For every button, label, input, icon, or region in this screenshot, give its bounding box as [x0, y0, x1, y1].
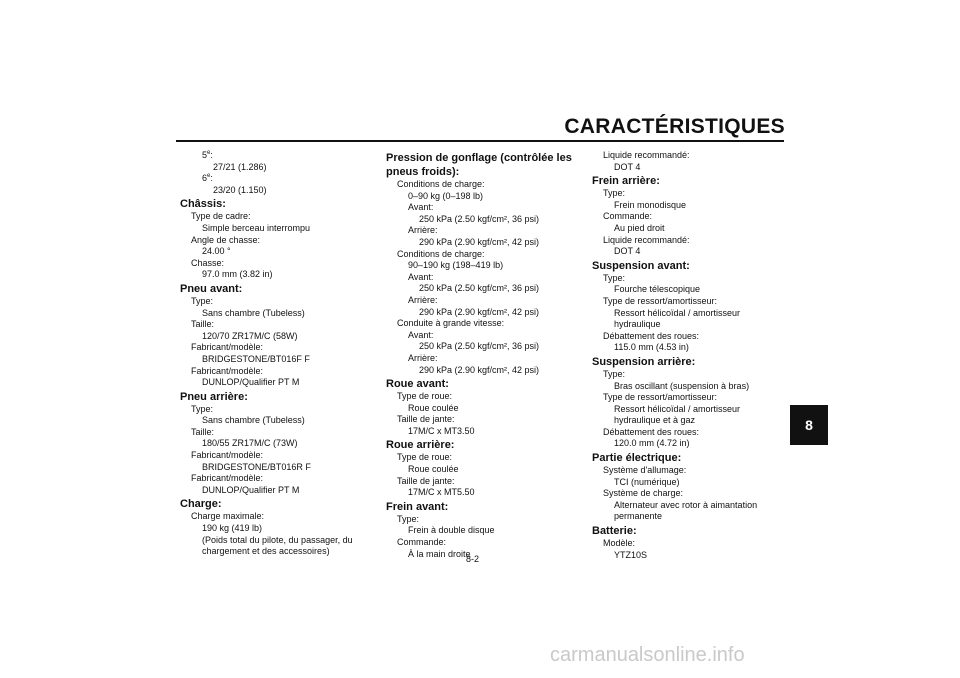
spec-column-1: [180, 150, 380, 558]
spec-column-2: [386, 150, 584, 560]
spec-value: Fourche télescopique: [614, 284, 701, 295]
page-title: CARACTÉRISTIQUES: [564, 115, 785, 138]
spec-value: 0–90 kg (0–198 lb): [408, 190, 484, 201]
spec-label: Type:: [603, 368, 626, 379]
spec-value: TCI (numérique): [614, 476, 680, 487]
page-number: 8-2: [466, 554, 480, 564]
spec-label: Système de charge:: [603, 488, 684, 499]
spec-label: Avant:: [408, 329, 434, 340]
spec-label: Type de roue:: [397, 391, 453, 402]
spec-value: 17M/C x MT3.50: [408, 425, 475, 436]
spec-value: Alternateur avec rotor à aimantation: [614, 499, 758, 510]
spec-value: 250 kPa (2.50 kgf/cm², 36 psi): [419, 341, 540, 352]
spec-value: DOT 4: [614, 161, 641, 172]
section-heading-front-tire: Pneu avant:: [180, 282, 243, 295]
spec-label: Taille de jante:: [397, 414, 455, 425]
spec-label: Fabricant/modèle:: [191, 473, 264, 484]
spec-column-3: [592, 150, 792, 561]
spec-value: hydraulique: [614, 319, 661, 330]
spec-value: 290 kPa (2.90 kgf/cm², 42 psi): [419, 236, 540, 247]
section-heading-battery: Batterie:: [592, 525, 637, 538]
spec-value: Sans chambre (Tubeless): [202, 307, 305, 318]
spec-value: Roue coulée: [408, 464, 459, 475]
spec-label: Type:: [191, 295, 214, 306]
spec-label: Conditions de charge:: [397, 179, 485, 189]
spec-label: Arrière:: [408, 352, 438, 363]
spec-label: Taille de jante:: [397, 475, 455, 486]
section-heading-rear-brake: Frein arrière:: [592, 175, 660, 188]
spec-label: Liquide recommandé:: [603, 150, 690, 160]
section-heading-tire-pressure-cont: pneus froids):: [386, 166, 460, 178]
spec-label: Système d'allumage:: [603, 465, 687, 476]
spec-label: Modèle:: [603, 538, 636, 549]
spec-label: Type de ressort/amortisseur:: [603, 392, 718, 403]
spec-value: permanente: [614, 511, 663, 522]
spec-label: Commande:: [397, 537, 447, 548]
spec-label: Angle de chasse:: [191, 234, 261, 245]
spec-value: DUNLOP/Qualifier PT M: [202, 377, 300, 388]
spec-label: Arrière:: [408, 225, 438, 236]
spec-value: 90–190 kg (198–419 lb): [408, 260, 504, 271]
spec-value: hydraulique et à gaz: [614, 415, 696, 426]
spec-value: 250 kPa (2.50 kgf/cm², 36 psi): [419, 283, 540, 294]
spec-value: 97.0 mm (3.82 in): [202, 269, 273, 280]
spec-value: 17M/C x MT5.50: [408, 487, 475, 498]
gear-5-label: 5e:: [202, 150, 213, 160]
spec-value: Ressort hélicoïdal / amortisseur: [614, 307, 741, 318]
spec-value: 250 kPa (2.50 kgf/cm², 36 psi): [419, 213, 540, 224]
spec-label: Conditions de charge:: [397, 248, 485, 259]
watermark: carmanualsonline.info: [550, 644, 745, 666]
spec-label: Charge maximale:: [191, 511, 265, 522]
spec-label: Type:: [191, 403, 214, 414]
section-heading-tire-pressure: Pression de gonflage (contrôlée les: [386, 152, 572, 164]
spec-label: Avant:: [408, 271, 434, 282]
spec-value: Bras oscillant (suspension à bras): [614, 380, 750, 391]
spec-label: Type de cadre:: [191, 211, 251, 222]
section-heading-chassis: Châssis:: [180, 198, 226, 211]
spec-value: 115.0 mm (4.53 in): [614, 342, 689, 353]
section-heading-load: Charge:: [180, 498, 222, 511]
spec-label: Conduite à grande vitesse:: [397, 318, 505, 329]
spec-value: Frein monodisque: [614, 199, 687, 210]
spec-value: YTZ10S: [614, 549, 648, 560]
spec-note: (Poids total du pilote, du passager, du: [202, 534, 353, 545]
spec-label: Type de roue:: [397, 452, 453, 463]
spec-value: Au pied droit: [614, 222, 665, 233]
spec-label: Type:: [603, 188, 626, 199]
spec-value: BRIDGESTONE/BT016R F: [202, 461, 311, 472]
spec-value: BRIDGESTONE/BT016F F: [202, 353, 310, 364]
spec-value: 24.00 °: [202, 246, 231, 257]
title-rule: [176, 140, 784, 142]
spec-label: Chasse:: [191, 257, 225, 268]
spec-note: chargement et des accessoires): [202, 546, 330, 557]
spec-value: Frein à double disque: [408, 525, 495, 536]
spec-label: Type de ressort/amortisseur:: [603, 295, 718, 306]
spec-label: Fabricant/modèle:: [191, 365, 264, 376]
spec-label: Débattement des roues:: [603, 426, 700, 437]
spec-label: Taille:: [191, 426, 215, 437]
spec-value: Ressort hélicoïdal / amortisseur: [614, 403, 741, 414]
spec-value: 180/55 ZR17M/C (73W): [202, 438, 298, 449]
spec-label: Arrière:: [408, 294, 438, 305]
section-heading-front-brake: Frein avant:: [386, 500, 449, 513]
section-heading-rear-tire: Pneu arrière:: [180, 390, 248, 403]
spec-label: Fabricant/modèle:: [191, 342, 264, 353]
spec-label: Type:: [603, 272, 626, 283]
spec-value: DUNLOP/Qualifier PT M: [202, 484, 300, 495]
gear-6-label: 6e:: [202, 173, 213, 184]
spec-value: À la main droite: [408, 548, 471, 559]
spec-value: 190 kg (419 lb): [202, 523, 263, 534]
gear-6-value: 23/20 (1.150): [213, 184, 267, 195]
section-heading-front-suspension: Suspension avant:: [592, 259, 690, 272]
spec-label: Avant:: [408, 202, 434, 213]
spec-value: DOT 4: [614, 246, 641, 257]
spec-value: 290 kPa (2.90 kgf/cm², 42 psi): [419, 364, 540, 375]
section-heading-rear-suspension: Suspension arrière:: [592, 355, 696, 368]
spec-value: Simple berceau interrompu: [202, 222, 311, 233]
spec-label: Taille:: [191, 319, 215, 330]
spec-label: Commande:: [603, 211, 653, 222]
spec-label: Type:: [397, 513, 420, 524]
gear-5-value: 27/21 (1.286): [213, 161, 267, 172]
section-heading-electrical: Partie électrique:: [592, 452, 682, 465]
spec-label: Fabricant/modèle:: [191, 450, 264, 461]
spec-value: Sans chambre (Tubeless): [202, 415, 305, 426]
section-heading-rear-wheel: Roue arrière:: [386, 439, 455, 452]
chapter-tab[interactable]: 8: [790, 405, 828, 445]
spec-value: 120.0 mm (4.72 in): [614, 438, 690, 449]
spec-value: 290 kPa (2.90 kgf/cm², 42 psi): [419, 306, 540, 317]
spec-label: Liquide recommandé:: [603, 234, 690, 245]
spec-label: Débattement des roues:: [603, 330, 700, 341]
spec-value: Roue coulée: [408, 402, 459, 413]
section-heading-front-wheel: Roue avant:: [386, 378, 449, 391]
spec-value: 120/70 ZR17M/C (58W): [202, 330, 298, 341]
